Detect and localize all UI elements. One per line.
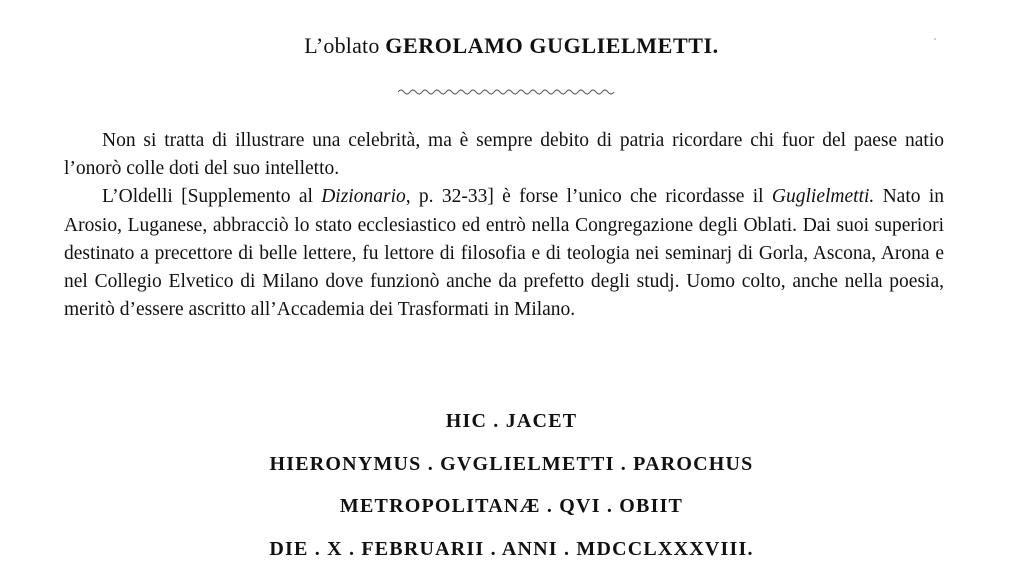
bio-text-part3: Nato in Arosio, Luganese, abbracciò lo stato ecclesiastico ed entrò nella Congregazione degli Oblati. Dai suoi superiori destinato a precettore di belle lettere, fu lettore di filosofia e di teologia nei seminarj di Gorla, Ascona, Arona e nel Collegio Elvetico di Milano dove funzionò anche da prefetto degli studj. Uomo colto, anche nella poesia, meritò d’essere ascritto all’Accademia dei Trasformati in Milano. xyxy=(64,186,944,321)
paragraph-intro-text: Non si tratta di illustrare una celebrità, ma è sempre debito di patria ricordare chi fuor del paese natio l’onorò colle doti del suo intelletto. xyxy=(64,130,944,180)
epitaph-inscription xyxy=(0,400,1023,570)
epitaph-line-3: METROPOLITANÆ . QVI . OBIIT xyxy=(339,495,684,517)
wavy-ornament-divider xyxy=(398,86,616,98)
bio-italic-dizionario: Dizionario xyxy=(321,186,406,208)
title-prefix: L’oblato xyxy=(304,33,380,58)
paragraph-biography xyxy=(64,183,944,324)
paragraph-intro xyxy=(64,127,944,183)
bio-italic-guglielmetti: Guglielmetti. xyxy=(771,186,875,208)
epitaph-line-2: HIERONYMUS . GVGLIELMETTI . PAROCHUS xyxy=(269,452,754,475)
body-text xyxy=(64,127,944,324)
bio-text-part2: , p. 32-33] è forse l’unico che ricordasse il xyxy=(405,186,772,208)
bio-text-part1: L’Oldelli [Supplemento al xyxy=(102,186,322,208)
page-title xyxy=(0,31,1023,61)
title-name: GEROLAMO GUGLIELMETTI. xyxy=(385,33,719,58)
epitaph-line-4: DIE . X . FEBRUARII . ANNI . MDCCLXXXVIII. xyxy=(269,537,754,560)
epitaph-line-1: HIC . JACET xyxy=(445,410,578,432)
